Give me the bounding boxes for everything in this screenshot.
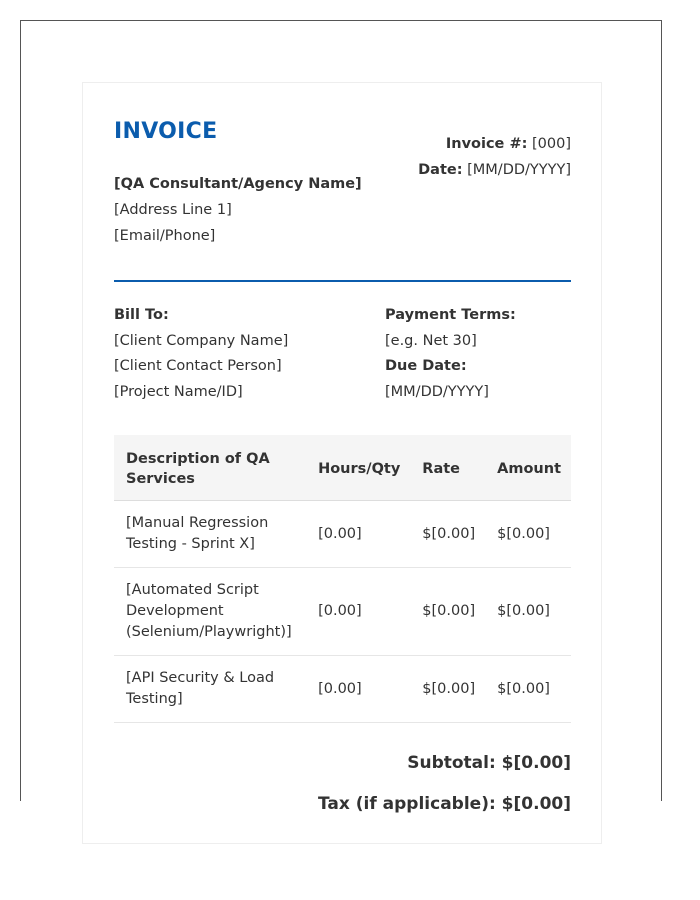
table-row — [114, 501, 571, 568]
sender-block — [114, 171, 362, 249]
totals-block — [318, 743, 571, 825]
sender-contact: [Email/Phone] — [114, 228, 216, 244]
invoice-title: INVOICE — [114, 119, 218, 144]
invoice-number-value: [000] — [532, 136, 571, 152]
client-company: [Client Company Name] — [114, 332, 289, 349]
invoice-number-line — [418, 131, 571, 157]
row-rate: $[0.00] — [410, 656, 485, 723]
column-header-rate: Rate — [410, 435, 485, 501]
due-date-line — [385, 354, 571, 405]
payment-terms-value: [e.g. Net 30] — [385, 332, 477, 349]
due-date-value: [MM/DD/YYYY] — [385, 383, 489, 400]
header-divider — [114, 280, 571, 282]
invoice-date-value: [MM/DD/YYYY] — [467, 162, 571, 178]
row-description: [Automated Script Development (Selenium/Playwright)] — [114, 568, 306, 656]
invoice-date-line — [418, 157, 571, 183]
bill-to-label: Bill To: — [114, 307, 169, 323]
table-header-row — [114, 435, 571, 501]
tax-line: Tax (if applicable): $[0.00] — [317, 794, 571, 814]
row-description: [Manual Regression Testing - Sprint X] — [114, 501, 306, 568]
column-header-hours: Hours/Qty — [306, 435, 410, 501]
client-contact: [Client Contact Person] — [114, 358, 282, 374]
row-amount: $[0.00] — [485, 501, 571, 568]
row-description: [API Security & Load Testing] — [114, 656, 306, 723]
column-header-amount: Amount — [485, 435, 571, 501]
subtotal: Subtotal: $[0.00] — [407, 753, 571, 773]
table-row — [114, 568, 571, 656]
row-hours: [0.00] — [306, 501, 410, 568]
client-project: [Project Name/ID] — [114, 383, 243, 400]
row-amount: $[0.00] — [485, 568, 571, 656]
column-header-description: Description of QA Services — [114, 435, 306, 501]
payment-terms-block — [385, 303, 571, 405]
row-rate: $[0.00] — [410, 501, 485, 568]
services-table — [114, 435, 571, 723]
invoice-meta — [418, 131, 571, 183]
row-rate: $[0.00] — [410, 568, 485, 656]
invoice-date-label: Date: — [418, 162, 463, 178]
table-row — [114, 656, 571, 723]
sender-address: [Address Line 1] — [114, 202, 232, 218]
row-hours: [0.00] — [306, 568, 410, 656]
due-date-label: Due Date: — [385, 358, 467, 374]
bill-to-block — [114, 303, 288, 405]
row-amount: $[0.00] — [485, 656, 571, 723]
invoice-number-label: Invoice #: — [445, 136, 528, 152]
payment-terms-label: Payment Terms: — [385, 307, 516, 323]
sender-name: [QA Consultant/Agency Name] — [114, 176, 362, 192]
invoice-paper — [82, 82, 602, 844]
row-hours: [0.00] — [306, 656, 410, 723]
document-frame — [20, 20, 662, 814]
